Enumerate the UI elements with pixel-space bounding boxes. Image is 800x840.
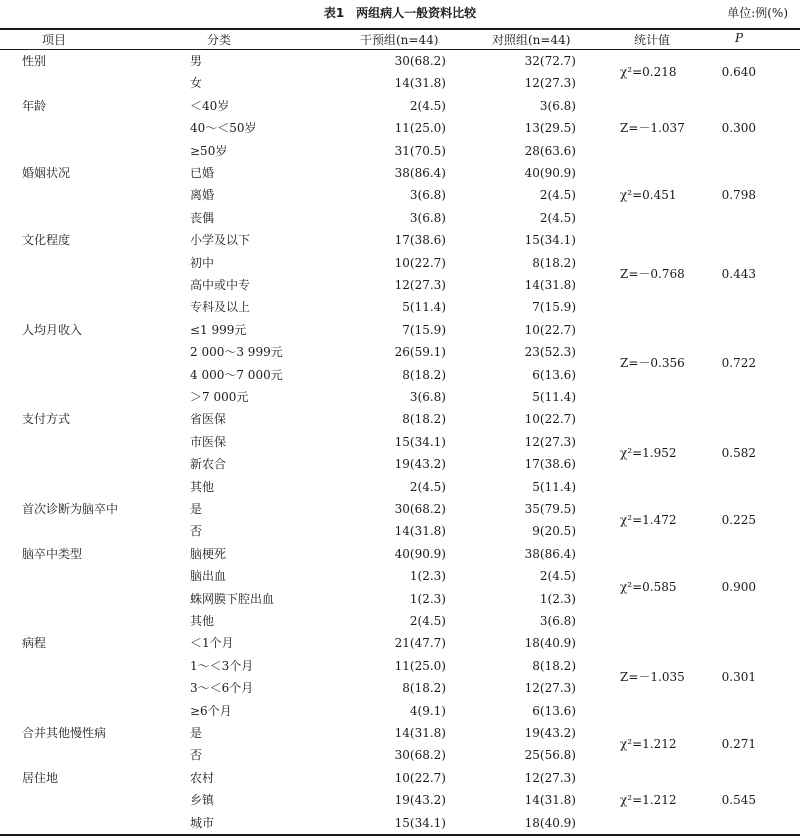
p-value: 0.225 xyxy=(721,513,756,528)
col-header-item: 项目 xyxy=(42,33,67,47)
row-control-value: 1(2.3) xyxy=(539,591,576,606)
row-category: 是 xyxy=(190,502,203,516)
row-intervention-value: 3(6.8) xyxy=(409,390,446,404)
row-intervention-value: 17(38.6) xyxy=(394,233,446,248)
row-control-value: 6(13.6) xyxy=(532,703,576,718)
col-header-p: P xyxy=(735,31,744,45)
row-control-value: 9(20.5) xyxy=(532,524,576,539)
row-category: ＜1个月 xyxy=(190,636,234,651)
row-item-label: 人均月收入 xyxy=(22,322,83,337)
row-category: 丧偶 xyxy=(190,210,215,225)
row-category: ≥6个月 xyxy=(190,703,232,718)
unit-label: 单位:例(%) xyxy=(727,6,788,20)
row-intervention-value: 8(18.2) xyxy=(402,367,446,382)
row-control-value: 6(13.6) xyxy=(532,367,576,382)
p-value: 0.582 xyxy=(721,446,756,460)
row-control-value: 7(15.9) xyxy=(532,300,576,315)
row-intervention-value: 3(6.8) xyxy=(409,188,446,203)
row-intervention-value: 2(4.5) xyxy=(409,479,446,494)
row-control-value: 32(72.7) xyxy=(524,54,576,68)
row-control-value: 13(29.5) xyxy=(524,121,576,136)
row-category: ≤1 999元 xyxy=(190,322,247,337)
row-category: 初中 xyxy=(190,255,215,270)
row-intervention-value: 30(68.2) xyxy=(394,502,446,516)
row-category: 1～＜3个月 xyxy=(190,658,254,673)
row-category: 城市 xyxy=(190,815,215,830)
row-category: 专科及以上 xyxy=(190,300,251,315)
row-control-value: 3(6.8) xyxy=(539,614,576,628)
row-category: 其他 xyxy=(190,614,215,628)
row-category: 市医保 xyxy=(190,434,227,449)
row-control-value: 19(43.2) xyxy=(524,726,576,740)
stat-value: χ²=1.212 xyxy=(620,793,677,808)
row-category: 省医保 xyxy=(190,412,227,427)
row-intervention-value: 2(4.5) xyxy=(409,98,446,113)
row-item-label: 脑卒中类型 xyxy=(22,546,83,561)
row-item-label: 年龄 xyxy=(22,98,47,113)
row-intervention-value: 19(43.2) xyxy=(394,793,446,808)
stat-value: χ²=0.218 xyxy=(620,65,677,80)
stat-value: χ²=1.472 xyxy=(620,513,677,528)
row-control-value: 2(4.5) xyxy=(539,569,576,584)
top-rule xyxy=(0,28,800,30)
stat-value: χ²=1.952 xyxy=(620,446,677,460)
row-control-value: 3(6.8) xyxy=(539,98,576,113)
row-category: 其他 xyxy=(190,479,215,494)
row-intervention-value: 4(9.1) xyxy=(409,703,446,718)
row-item-label: 居住地 xyxy=(22,770,59,785)
row-category: 蛛网膜下腔出血 xyxy=(190,591,275,606)
row-item-label: 病程 xyxy=(22,636,47,651)
row-control-value: 10(22.7) xyxy=(524,412,576,427)
row-control-value: 17(38.6) xyxy=(524,457,576,472)
row-intervention-value: 15(34.1) xyxy=(394,434,446,449)
row-category: ＜40岁 xyxy=(190,98,230,113)
row-intervention-value: 8(18.2) xyxy=(402,412,446,427)
row-category: 2 000～3 999元 xyxy=(190,345,283,360)
row-control-value: 23(52.3) xyxy=(524,345,576,360)
row-item-label: 性别 xyxy=(22,54,47,68)
row-category: 4 000～7 000元 xyxy=(190,367,283,382)
row-intervention-value: 11(25.0) xyxy=(394,121,446,136)
row-intervention-value: 11(25.0) xyxy=(394,658,446,673)
row-control-value: 12(27.3) xyxy=(524,434,576,449)
p-value: 0.271 xyxy=(721,737,756,752)
row-intervention-value: 10(22.7) xyxy=(394,770,446,785)
row-control-value: 2(4.5) xyxy=(539,210,576,225)
row-intervention-value: 19(43.2) xyxy=(394,457,446,472)
stat-value: Z=－1.035 xyxy=(620,670,685,684)
row-control-value: 5(11.4) xyxy=(532,479,576,494)
stat-value: Z=－0.356 xyxy=(620,356,685,371)
table-title: 表1 两组病人一般资料比较 xyxy=(323,6,477,20)
row-category: ＞7 000元 xyxy=(190,390,249,404)
row-intervention-value: 10(22.7) xyxy=(394,255,446,270)
row-category: 否 xyxy=(190,524,203,539)
row-intervention-value: 14(31.8) xyxy=(394,726,446,740)
row-control-value: 8(18.2) xyxy=(532,658,576,673)
row-control-value: 40(90.9) xyxy=(524,166,576,180)
stat-value: χ²=1.212 xyxy=(620,737,677,752)
row-control-value: 38(86.4) xyxy=(524,546,576,561)
row-item-label: 文化程度 xyxy=(22,233,71,248)
row-category: 离婚 xyxy=(190,188,215,203)
row-category: 男 xyxy=(190,54,203,68)
row-intervention-value: 40(90.9) xyxy=(394,546,446,561)
row-item-label: 首次诊断为脑卒中 xyxy=(22,502,119,516)
row-intervention-value: 2(4.5) xyxy=(409,614,446,628)
row-category: ≥50岁 xyxy=(190,143,228,158)
row-intervention-value: 14(31.8) xyxy=(394,76,446,91)
row-category: 3～＜6个月 xyxy=(190,681,254,696)
row-control-value: 12(27.3) xyxy=(524,76,576,91)
col-header-category: 分类 xyxy=(207,33,232,47)
row-intervention-value: 3(6.8) xyxy=(409,210,446,225)
row-control-value: 35(79.5) xyxy=(524,502,576,516)
row-control-value: 14(31.8) xyxy=(524,278,576,292)
row-category: 脑出血 xyxy=(190,569,227,584)
row-category: 是 xyxy=(190,726,203,740)
row-control-value: 12(27.3) xyxy=(524,681,576,696)
row-category: 新农合 xyxy=(190,457,227,472)
row-category: 女 xyxy=(190,76,203,91)
row-category: 已婚 xyxy=(190,166,215,180)
p-value: 0.640 xyxy=(721,65,756,80)
row-intervention-value: 1(2.3) xyxy=(409,591,446,606)
row-category: 脑梗死 xyxy=(190,546,227,561)
col-header-stat: 统计值 xyxy=(634,33,671,47)
row-control-value: 15(34.1) xyxy=(524,233,576,248)
row-item-label: 婚姻状况 xyxy=(22,166,71,180)
p-value: 0.722 xyxy=(721,356,756,371)
p-value: 0.300 xyxy=(721,121,756,136)
row-control-value: 8(18.2) xyxy=(532,255,576,270)
p-value: 0.443 xyxy=(721,266,756,281)
row-category: 否 xyxy=(190,748,203,763)
col-header-control: 对照组(n=44) xyxy=(492,33,571,47)
p-value: 0.301 xyxy=(721,670,756,684)
row-intervention-value: 8(18.2) xyxy=(402,681,446,696)
p-value: 0.798 xyxy=(721,188,756,203)
row-intervention-value: 1(2.3) xyxy=(409,569,446,584)
stat-value: χ²=0.585 xyxy=(620,580,677,595)
row-item-label: 支付方式 xyxy=(22,412,71,427)
row-intervention-value: 30(68.2) xyxy=(394,748,446,763)
row-control-value: 10(22.7) xyxy=(524,322,576,337)
p-value: 0.545 xyxy=(721,793,756,808)
row-category: 40～＜50岁 xyxy=(190,121,257,136)
row-control-value: 2(4.5) xyxy=(539,188,576,203)
row-item-label: 合并其他慢性病 xyxy=(22,726,107,740)
row-control-value: 25(56.8) xyxy=(524,748,576,763)
row-control-value: 12(27.3) xyxy=(524,770,576,785)
row-category: 农村 xyxy=(190,770,215,785)
p-value: 0.900 xyxy=(721,580,756,595)
row-control-value: 14(31.8) xyxy=(524,793,576,808)
row-intervention-value: 7(15.9) xyxy=(402,322,446,337)
stat-value: Z=－1.037 xyxy=(620,121,685,136)
bottom-rule xyxy=(0,834,800,836)
row-intervention-value: 21(47.7) xyxy=(394,636,446,651)
row-intervention-value: 38(86.4) xyxy=(394,166,446,180)
row-intervention-value: 14(31.8) xyxy=(394,524,446,539)
row-category: 小学及以下 xyxy=(190,233,251,248)
col-header-intervention: 干预组(n=44) xyxy=(360,33,439,47)
row-intervention-value: 12(27.3) xyxy=(394,278,446,292)
row-control-value: 18(40.9) xyxy=(524,636,576,651)
row-intervention-value: 15(34.1) xyxy=(394,815,446,830)
row-control-value: 18(40.9) xyxy=(524,815,576,830)
row-intervention-value: 31(70.5) xyxy=(394,143,446,158)
stat-value: Z=－0.768 xyxy=(620,266,685,281)
row-category: 高中或中专 xyxy=(190,278,251,292)
row-category: 乡镇 xyxy=(190,793,215,808)
table-header xyxy=(0,0,800,24)
row-control-value: 28(63.6) xyxy=(524,143,576,158)
row-intervention-value: 26(59.1) xyxy=(394,345,446,360)
row-intervention-value: 30(68.2) xyxy=(394,54,446,68)
stat-value: χ²=0.451 xyxy=(620,188,677,203)
row-intervention-value: 5(11.4) xyxy=(402,300,446,315)
row-control-value: 5(11.4) xyxy=(532,390,576,404)
